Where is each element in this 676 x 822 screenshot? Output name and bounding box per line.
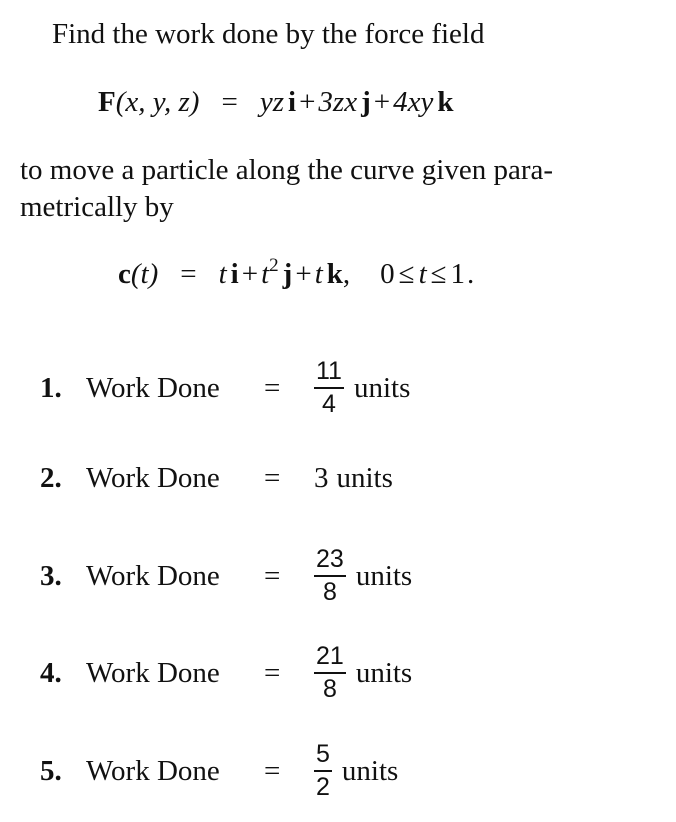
curve-args: (t): [130, 258, 159, 290]
equals-sign: =: [180, 258, 197, 290]
curve-symbol: c: [118, 258, 131, 290]
plus-sign: +: [295, 258, 312, 290]
equals-sign: =: [221, 86, 238, 118]
term-coef: 4xy: [393, 86, 434, 118]
fraction: [314, 547, 346, 605]
answer-option-5[interactable]: [40, 731, 398, 811]
option-number: 2.: [40, 461, 62, 494]
problem-text-line: metrically by: [20, 191, 174, 223]
fraction-numerator: 11: [316, 357, 342, 385]
fraction-numerator: 21: [316, 642, 344, 670]
fraction-denominator: 8: [322, 578, 337, 606]
option-number: 3.: [40, 559, 62, 592]
curve-equation: [118, 255, 475, 291]
option-units: units: [355, 656, 413, 689]
fraction: [314, 359, 344, 417]
equals-sign: =: [264, 371, 281, 404]
option-units: units: [355, 559, 413, 592]
equals-sign: =: [264, 656, 281, 689]
force-args: (x, y, z): [115, 86, 200, 118]
range-low: 0: [380, 258, 395, 290]
equals-sign: =: [264, 754, 281, 787]
option-number: 4.: [40, 656, 62, 689]
unit-vector-j: j: [282, 258, 293, 290]
unit-vector-i: i: [230, 258, 239, 290]
option-label: Work Done: [86, 371, 220, 404]
unit-vector-i: i: [288, 86, 297, 118]
answer-option-2[interactable]: [40, 438, 393, 518]
term-base: t: [261, 258, 270, 290]
option-units: units: [353, 371, 411, 404]
problem-intro: Find the work done by the force field: [52, 18, 485, 50]
answer-option-1[interactable]: [40, 348, 410, 428]
period: .: [467, 258, 475, 290]
option-units: units: [341, 754, 399, 787]
term-coef: 3zx: [318, 86, 358, 118]
option-units: units: [336, 461, 393, 494]
plus-sign: +: [241, 258, 259, 290]
option-label: Work Done: [86, 461, 220, 494]
unit-vector-k: k: [326, 258, 343, 290]
option-label: Work Done: [86, 559, 220, 592]
force-symbol: F: [98, 86, 116, 118]
option-label: Work Done: [86, 754, 220, 787]
force-field-equation: [98, 86, 454, 119]
option-label: Work Done: [86, 656, 220, 689]
fraction-numerator: 5: [316, 740, 330, 768]
unit-vector-k: k: [437, 86, 454, 118]
equals-sign: =: [264, 559, 281, 592]
option-value: 3: [314, 461, 329, 494]
problem-text-line: to move a particle along the curve given para-: [20, 154, 554, 186]
range-high: 1: [450, 258, 466, 290]
fraction-denominator: 2: [316, 773, 330, 801]
answer-option-3[interactable]: [40, 536, 412, 616]
answer-option-4[interactable]: [40, 633, 412, 713]
term-coef: t: [218, 258, 227, 290]
less-equal-sign: ≤: [398, 258, 415, 290]
unit-vector-j: j: [361, 86, 371, 118]
less-equal-sign: ≤: [430, 258, 447, 290]
fraction-denominator: 8: [322, 675, 337, 703]
option-number: 1.: [40, 371, 62, 404]
fraction-numerator: 23: [316, 545, 344, 573]
term-coef: t: [314, 258, 323, 290]
plus-sign: +: [299, 86, 316, 118]
exponent: 2: [269, 255, 279, 276]
fraction: [314, 644, 346, 702]
equals-sign: =: [264, 461, 281, 494]
comma: ,: [342, 258, 351, 290]
term-coef: yz: [259, 86, 284, 118]
plus-sign: +: [373, 86, 391, 118]
range-variable: t: [418, 258, 427, 290]
fraction: [314, 742, 332, 800]
fraction-denominator: 4: [322, 390, 336, 418]
option-number: 5.: [40, 754, 62, 787]
